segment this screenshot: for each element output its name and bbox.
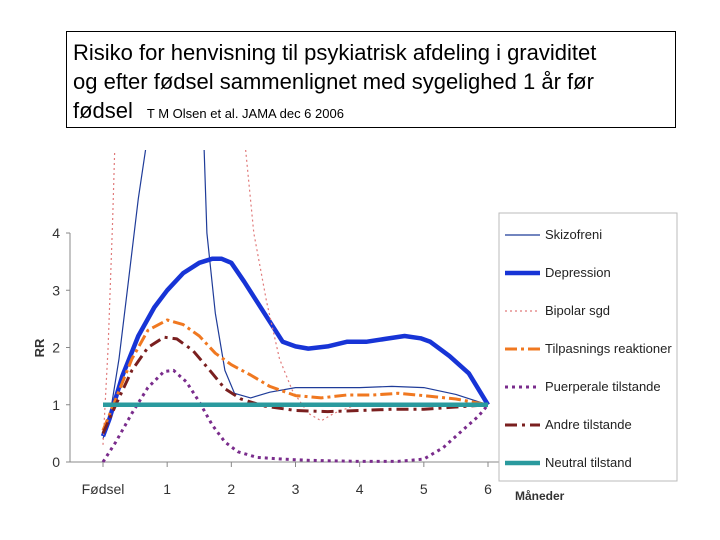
x-tick-label: 5 bbox=[419, 481, 428, 497]
series-line-2 bbox=[103, 4, 488, 445]
x-axis-label: Måneder bbox=[515, 489, 565, 503]
axes bbox=[32, 225, 565, 503]
y-axis-label: RR bbox=[32, 338, 47, 358]
title-line-3: fødsel bbox=[73, 98, 133, 123]
y-tick-label: 4 bbox=[52, 225, 60, 241]
y-tick-label: 1 bbox=[52, 396, 60, 413]
title-line-1: Risiko for henvisning til psykiatrisk afdeling i graviditet bbox=[73, 40, 597, 65]
x-tick-label: 1 bbox=[163, 481, 172, 497]
citation: T M Olsen et al. JAMA dec 6 2006 bbox=[146, 106, 344, 121]
series-line-5 bbox=[103, 337, 488, 433]
legend-label-4: Puerperale tilstande bbox=[545, 379, 661, 394]
legend-label-6: Neutral tilstand bbox=[545, 455, 632, 470]
x-tick-label: Fødsel bbox=[81, 481, 125, 497]
x-tick-label: 3 bbox=[291, 481, 300, 497]
x-tick-label: 6 bbox=[484, 481, 492, 497]
legend-label-1: Depression bbox=[545, 265, 611, 280]
x-tick-label: 4 bbox=[355, 481, 364, 497]
y-tick-label: 0 bbox=[52, 454, 60, 470]
title-line-2: og efter fødsel sammenlignet med sygelighed 1 år før bbox=[73, 69, 594, 94]
series-line-3 bbox=[103, 320, 488, 431]
legend-label-5: Andre tilstande bbox=[545, 417, 632, 432]
legend bbox=[499, 213, 677, 481]
x-tick-label: 2 bbox=[227, 481, 236, 497]
legend-label-3: Tilpasnings reaktioner bbox=[545, 341, 672, 356]
series-layer bbox=[103, 4, 488, 462]
series-line-4 bbox=[103, 370, 488, 462]
legend-label-2: Bipolar sgd bbox=[545, 303, 611, 318]
y-tick-label: 3 bbox=[52, 282, 60, 299]
legend-label-0: Skizofreni bbox=[545, 227, 603, 242]
y-tick-label: 2 bbox=[52, 339, 60, 356]
